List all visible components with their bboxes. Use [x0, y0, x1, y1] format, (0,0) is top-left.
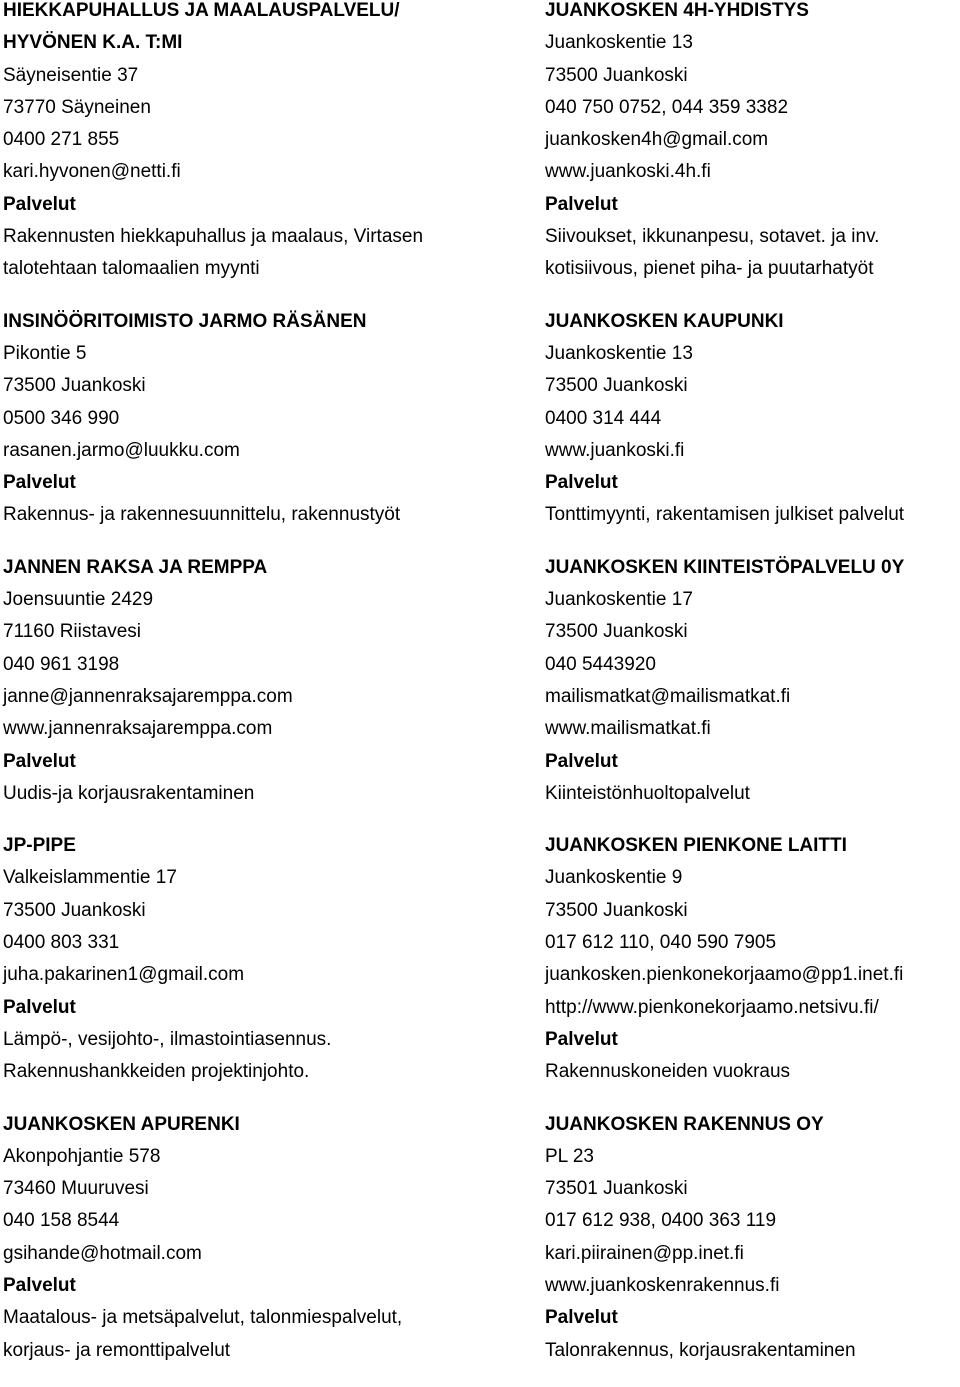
website-link[interactable]: www.juankoski.4h.fi: [545, 161, 711, 183]
phone: 017 612 110, 040 590 7905: [545, 932, 777, 954]
services-label: Palvelut: [3, 193, 76, 215]
left-column: [3, 0, 523, 1387]
website-link[interactable]: www.mailismatkat.fi: [545, 718, 711, 740]
website-link[interactable]: www.jannenraksajaremppa.com: [3, 718, 273, 740]
services-text: Talonrakennus, korjausrakentaminen: [545, 1339, 856, 1361]
services-label: Palvelut: [545, 193, 618, 215]
phone: 0400 314 444: [545, 407, 662, 429]
website-link[interactable]: www.juankoskenrakennus.fi: [545, 1274, 780, 1296]
services-text: Rakennusten hiekkapuhallus ja maalaus, Virtasen: [3, 226, 424, 248]
address-postal: 73500 Juankoski: [545, 64, 688, 86]
company-entry: [3, 830, 523, 1088]
company-name-line: JUANKOSKEN 4H-YHDISTYS: [545, 0, 809, 21]
company-name-line: JUANKOSKEN RAKENNUS OY: [545, 1113, 824, 1135]
company-entry: [3, 1109, 523, 1367]
phone: 017 612 938, 0400 363 119: [545, 1210, 777, 1232]
address-postal: 73500 Juankoski: [545, 621, 688, 643]
services-text: korjaus- ja remonttipalvelut: [3, 1339, 231, 1361]
company-entry: [545, 1109, 960, 1367]
address-street: Joensuuntie 2429: [3, 589, 154, 611]
address-street: Juankoskentie 9: [545, 867, 683, 889]
phone: 040 961 3198: [3, 653, 120, 675]
address-postal: 73500 Juankoski: [3, 375, 146, 397]
services-text: kotisiivous, pienet piha- ja puutarhatyöt: [545, 258, 874, 280]
right-column: [545, 0, 960, 1387]
email-link[interactable]: mailismatkat@mailismatkat.fi: [545, 685, 791, 707]
services-text: Rakennushankkeiden projektinjohto.: [3, 1061, 310, 1083]
company-entry: [545, 830, 960, 1088]
services-text: Maatalous- ja metsäpalvelut, talonmiespalvelut,: [3, 1307, 403, 1329]
services-label: Palvelut: [545, 1028, 618, 1050]
services-text: Rakennuskoneiden vuokraus: [545, 1061, 791, 1083]
company-entry: [3, 306, 523, 532]
services-label: Palvelut: [3, 996, 76, 1018]
address-postal: 73500 Juankoski: [3, 899, 146, 921]
phone: 0400 803 331: [3, 932, 120, 954]
company-name-line: HYVÖNEN K.A. T:MI: [3, 32, 183, 54]
address-street: PL 23: [545, 1145, 594, 1167]
email-link[interactable]: rasanen.jarmo@luukku.com: [3, 439, 240, 461]
company-name-line: INSINÖÖRITOIMISTO JARMO RÄSÄNEN: [3, 310, 367, 332]
email-link[interactable]: gsihande@hotmail.com: [3, 1242, 202, 1264]
services-label: Palvelut: [3, 472, 76, 494]
services-label: Palvelut: [3, 1274, 76, 1296]
company-name-line: HIEKKAPUHALLUS JA MAALAUSPALVELU/: [3, 0, 400, 21]
company-name-line: JANNEN RAKSA JA REMPPA: [3, 556, 268, 578]
address-postal: 73500 Juankoski: [545, 375, 688, 397]
address-street: Valkeislammentie 17: [3, 867, 177, 889]
website-link[interactable]: www.juankoski.fi: [545, 439, 685, 461]
email-link[interactable]: juankosken4h@gmail.com: [545, 129, 769, 151]
company-name-line: JP-PIPE: [3, 835, 76, 857]
phone: 040 5443920: [545, 653, 656, 675]
email-link[interactable]: janne@jannenraksajaremppa.com: [3, 685, 293, 707]
website-link[interactable]: http://www.pienkonekorjaamo.netsivu.fi/: [545, 996, 879, 1018]
company-entry: [3, 0, 523, 286]
address-postal: 71160 Riistavesi: [3, 621, 142, 643]
services-text: Lämpö-, vesijohto-, ilmastointiasennus.: [3, 1028, 332, 1050]
services-label: Palvelut: [545, 1307, 618, 1329]
services-text: Rakennus- ja rakennesuunnittelu, rakennustyöt: [3, 504, 401, 526]
company-name-line: JUANKOSKEN KIINTEISTÖPALVELU 0Y: [545, 556, 905, 578]
services-text: Tonttimyynti, rakentamisen julkiset palvelut: [545, 504, 905, 526]
services-text: Siivoukset, ikkunanpesu, sotavet. ja inv.: [545, 226, 880, 248]
email-link[interactable]: juankosken.pienkonekorjaamo@pp1.inet.fi: [545, 964, 904, 986]
services-label: Palvelut: [545, 750, 618, 772]
company-entry: [545, 552, 960, 810]
address-postal: 73500 Juankoski: [545, 899, 688, 921]
address-street: Juankoskentie 13: [545, 342, 693, 364]
address-postal: 73501 Juankoski: [545, 1178, 688, 1200]
company-entry: [545, 306, 960, 532]
email-link[interactable]: kari.piirainen@pp.inet.fi: [545, 1242, 744, 1264]
phone: 0400 271 855: [3, 129, 120, 151]
services-label: Palvelut: [545, 472, 618, 494]
address-street: Juankoskentie 13: [545, 32, 693, 54]
phone: 040 158 8544: [3, 1210, 120, 1232]
company-name-line: JUANKOSKEN APURENKI: [3, 1113, 240, 1135]
services-label: Palvelut: [3, 750, 76, 772]
services-text: Uudis-ja korjausrakentaminen: [3, 782, 255, 804]
phone: 040 750 0752, 044 359 3382: [545, 96, 789, 118]
email-link[interactable]: juha.pakarinen1@gmail.com: [3, 964, 245, 986]
address-street: Akonpohjantie 578: [3, 1145, 161, 1167]
address-street: Juankoskentie 17: [545, 589, 693, 611]
company-name-line: JUANKOSKEN PIENKONE LAITTI: [545, 835, 847, 857]
email-link[interactable]: kari.hyvonen@netti.fi: [3, 161, 181, 183]
services-text: talotehtaan talomaalien myynti: [3, 258, 260, 280]
address-street: Säyneisentie 37: [3, 64, 139, 86]
company-entry: [545, 0, 960, 286]
address-postal: 73770 Säyneinen: [3, 96, 151, 118]
company-name-line: JUANKOSKEN KAUPUNKI: [545, 310, 784, 332]
company-entry: [3, 552, 523, 810]
address-postal: 73460 Muuruvesi: [3, 1178, 149, 1200]
services-text: Kiinteistönhuoltopalvelut: [545, 782, 750, 804]
phone: 0500 346 990: [3, 407, 120, 429]
address-street: Pikontie 5: [3, 342, 87, 364]
